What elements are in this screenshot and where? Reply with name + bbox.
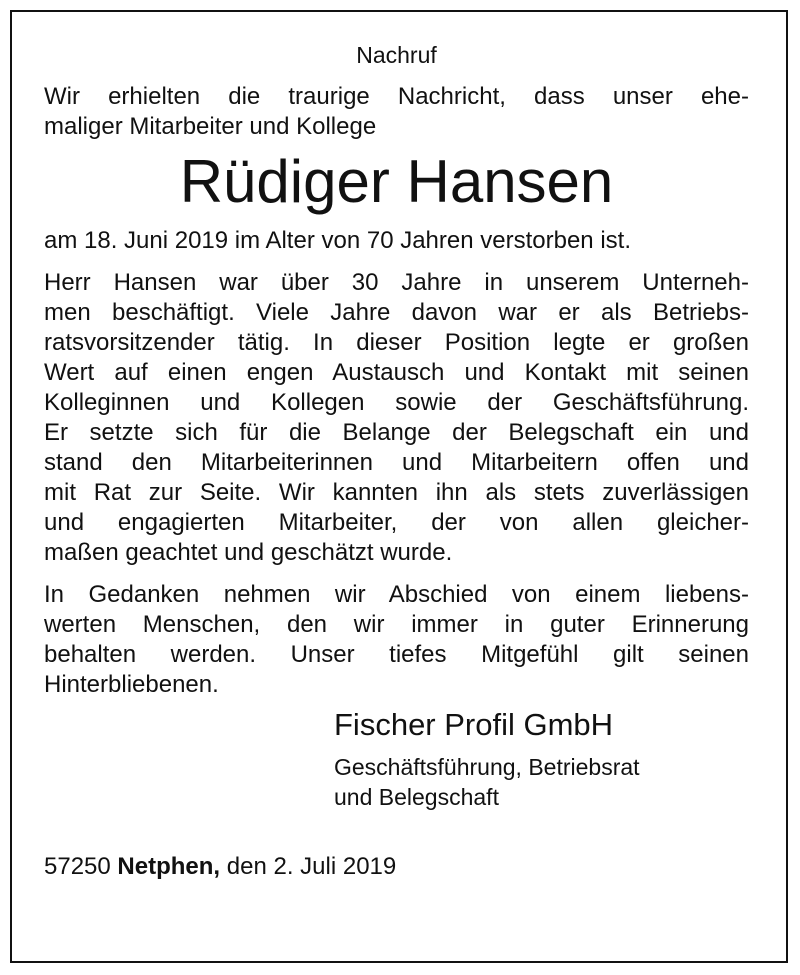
- signature-block: [334, 706, 749, 812]
- tribute-line: Wert auf einen engen Austausch und Kontakt mit seinen: [44, 359, 749, 386]
- tribute-line: und engagierten Mitarbeiter, der von allen gleicher-: [44, 509, 749, 536]
- postcode: 57250: [44, 853, 111, 880]
- tribute-line: men beschäftigt. Viele Jahre davon war er als Betriebs-: [44, 299, 749, 326]
- farewell-line: Hinterbliebenen.: [44, 671, 219, 698]
- paragraph-gap: [44, 568, 749, 580]
- obituary-content: [44, 40, 749, 882]
- signature-line-2: und Belegschaft: [334, 784, 499, 810]
- city-name: Netphen,: [117, 853, 221, 880]
- tribute-line: Er setzte sich für die Belange der Belegschaft ein und: [44, 419, 749, 446]
- place-and-date: [44, 852, 749, 882]
- intro-paragraph: [44, 82, 749, 142]
- farewell-line: behalten werden. Unser tiefes Mitgefühl gilt seinen: [44, 641, 749, 668]
- tribute-paragraph: [44, 268, 749, 568]
- tribute-line: Herr Hansen war über 30 Jahre in unserem Unterneh-: [44, 269, 749, 296]
- company-name: Fischer Profil GmbH: [334, 707, 614, 742]
- intro-line-1: Wir erhielten die traurige Nachricht, dass unser ehe-: [44, 83, 749, 110]
- farewell-line: In Gedanken nehmen wir Abschied von einem liebens-: [44, 581, 749, 608]
- signature-line-1: Geschäftsführung, Betriebsrat: [334, 754, 640, 780]
- obituary-heading: Nachruf: [356, 42, 437, 68]
- tribute-line: Kolleginnen und Kollegen sowie der Geschäftsführung.: [44, 389, 749, 416]
- deceased-name: Rüdiger Hansen: [179, 148, 614, 215]
- farewell-line: werten Menschen, den wir immer in guter Erinnerung: [44, 611, 749, 638]
- tribute-line: ratsvorsitzender tätig. In dieser Position legte er großen: [44, 329, 749, 356]
- death-date-line: am 18. Juni 2019 im Alter von 70 Jahren verstorben ist.: [44, 227, 631, 254]
- tribute-line: maßen geachtet und geschätzt wurde.: [44, 539, 453, 566]
- intro-line-2: maliger Mitarbeiter und Kollege: [44, 113, 377, 140]
- tribute-line: stand den Mitarbeiterinnen und Mitarbeitern offen und: [44, 449, 749, 476]
- tribute-line: mit Rat zur Seite. Wir kannten ihn als stets zuverlässigen: [44, 479, 749, 506]
- notice-date: den 2. Juli 2019: [226, 853, 397, 880]
- farewell-paragraph: [44, 580, 749, 700]
